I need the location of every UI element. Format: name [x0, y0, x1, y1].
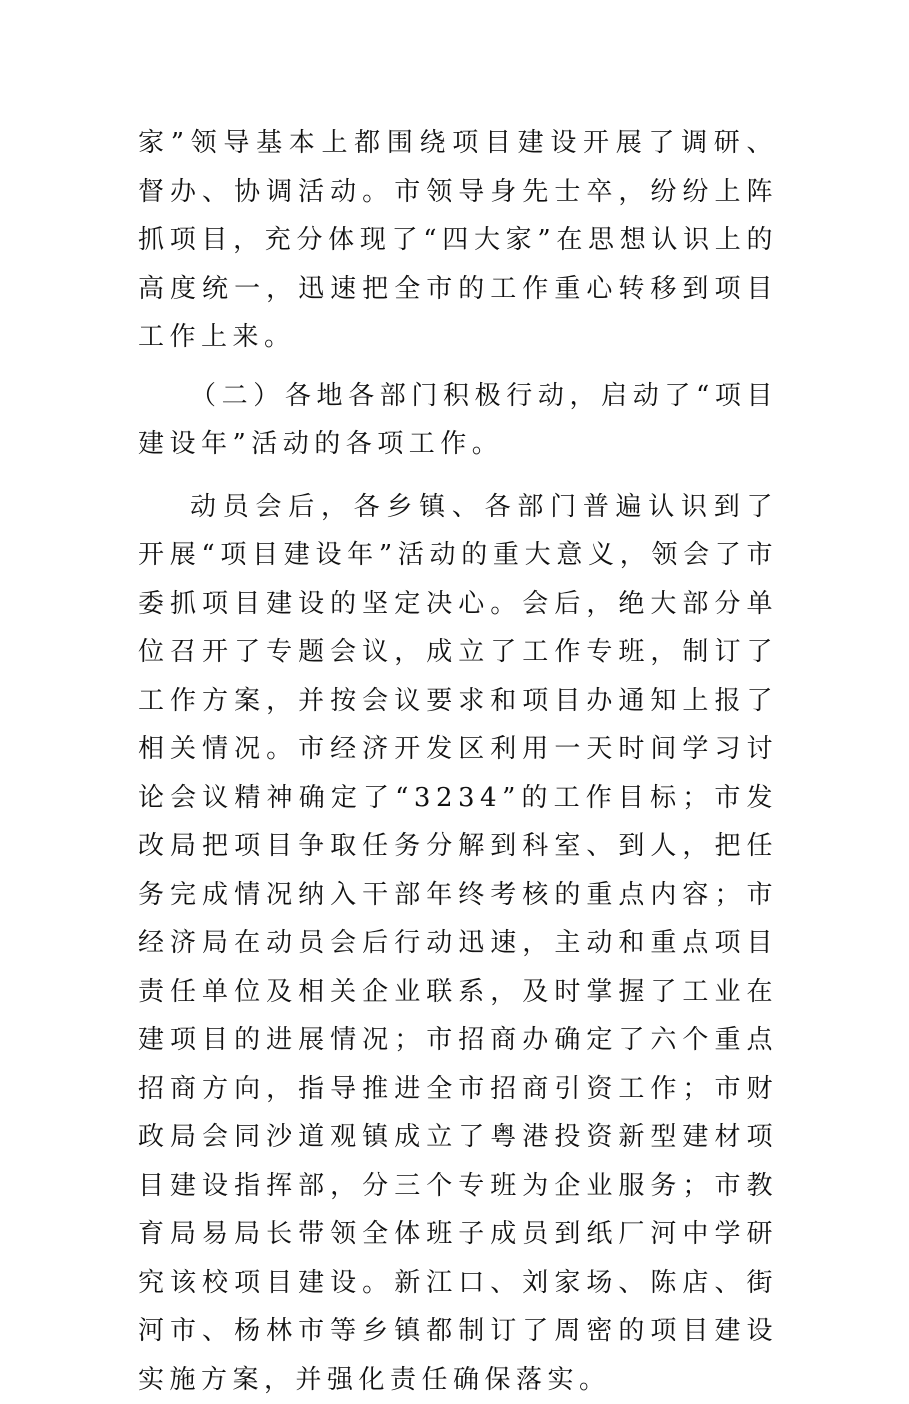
section-heading-two: （二）各地各部门积极行动，启动了“项目建设年”活动的各项工作。	[138, 372, 778, 469]
paragraph-body: 动员会后，各乡镇、各部门普遍认识到了开展“项目建设年”活动的重大意义，领会了市委抓项目建设的坚定决心。会后，绝大部分单位召开了专题会议，成立了工作专班，制订了工作方案，并按会议要求和项目办通知上报了相关情况。市经济开发区利用一天时间学习讨论会议精神确定了“3234”的工作目标；市发改局把项目争取任务分解到科室、到人，把任务完成情况纳入干部年终考核的重点内容；市经济局在动员会后行动迅速，主动和重点项目责任单位及相关企业联系，及时掌握了工业在建项目的进展情况；市招商办确定了六个重点招商方向，指导推进全市招商引资工作；市财政局会同沙道观镇成立了粤港投资新型建材项目建设指挥部，分三个专班为企业服务；市教育局易局长带领全体班子成员到纸厂河中学研究该校项目建设。新江口、刘家场、陈店、街河市、杨林市等乡镇都制订了周密的项目建设实施方案，并强化责任确保落实。	[138, 483, 778, 1404]
document-body	[138, 119, 778, 1404]
paragraph-continuation: 家”领导基本上都围绕项目建设开展了调研、督办、协调活动。市领导身先士卒，纷纷上阵抓项目，充分体现了“四大家”在思想认识上的高度统一，迅速把全市的工作重心转移到项目工作上来。	[138, 119, 778, 362]
